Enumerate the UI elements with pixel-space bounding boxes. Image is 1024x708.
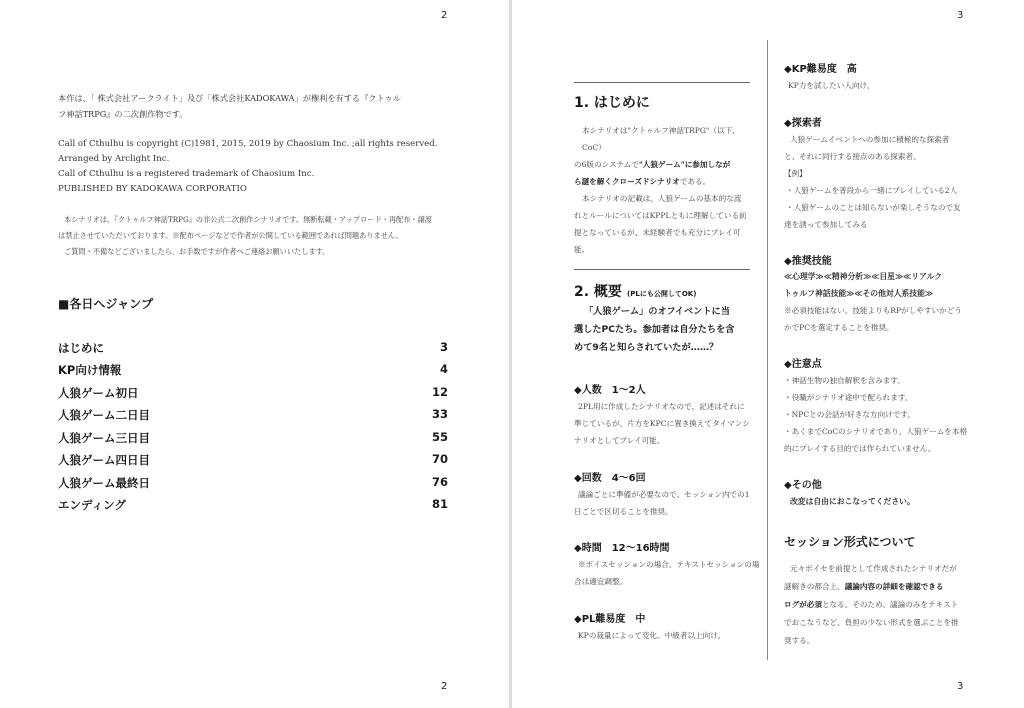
toc-link-day3[interactable] [58, 430, 448, 450]
text-line: 準じているが、片方をKPCに置き換えてタイマンシ [574, 419, 750, 428]
pl-level-text [574, 627, 764, 644]
copyright-line: Call of Cthulhu is copyright (C)1981, 2015, 2019 by Chaosium Inc. ;all rights reserved. [58, 139, 438, 149]
kaisu-title: ◆回数 4〜6回 [574, 473, 646, 484]
toc-link-final-day[interactable] [58, 475, 448, 495]
text-span: となる。そのため、議論のみをテキスト [821, 600, 959, 609]
text-line: ≪心理学≫≪精神分析≫≪目星≫≪リアルク [784, 272, 943, 281]
text-span: である。 [679, 177, 711, 186]
emphasis: ら謎を解くクローズドシナリオ [574, 177, 680, 186]
text-line: ※ボイスセッションの場合。テキストセッションの場 [578, 560, 760, 569]
toc-label: 人狼ゲーム四日目 [58, 453, 150, 467]
toc-label: エンディング [58, 498, 126, 512]
toc-heading: ■各日へジャンプ [58, 297, 154, 311]
toc-page: 55 [431, 430, 448, 444]
example-label: 【例】 [784, 169, 807, 178]
column-divider [767, 40, 768, 660]
caution-list [784, 372, 979, 457]
copyright-line: Call of Cthulhu is a registered trademark of Chaosium Inc. [58, 169, 315, 179]
emphasis: ログが必須 [784, 600, 822, 609]
section-title-hajimeni: 1. はじめに [574, 95, 650, 111]
text-line: KPの裁量によって変化。中級者以上向け。 [578, 631, 726, 640]
pl-level-title: ◆PL難易度 中 [574, 614, 646, 625]
toc-page: 4 [439, 362, 448, 376]
text-line: 奨する。 [784, 636, 815, 645]
kp-level-title: ◆KP難易度 高 [784, 64, 857, 75]
jikan-title: ◆時間 12〜16時間 [574, 543, 670, 554]
text-line: でおこなうなど、負担の少ない形式を選ぶことを推 [784, 618, 959, 627]
toc-label: KP向け情報 [58, 363, 122, 377]
toc-link-day1[interactable] [58, 385, 448, 405]
session-text [784, 560, 979, 650]
text-line: めて9名と知らされていたが……？ [574, 342, 719, 353]
toc-link-hajimeni[interactable] [58, 340, 448, 360]
intro-text [58, 90, 478, 122]
gaiyo-note: (PLにも公開してOK) [627, 290, 697, 298]
text-line: 人狼ゲームイベントへの参加に積極的な探索者 [790, 135, 950, 144]
toc-page: 33 [431, 407, 448, 421]
toc-page: 70 [431, 452, 448, 466]
section-title-gaiyo: 2. 概要 [574, 284, 622, 300]
session-title: セッション形式について [784, 535, 916, 549]
text-line: 2PL用に作成したシナリオなので、記述はそれに [578, 402, 745, 411]
text-line: れとルールについてはKPPLともに理解している前 [574, 211, 747, 220]
toc-label: 人狼ゲーム初日 [58, 386, 139, 400]
skills-title: ◆推奨技能 [784, 256, 832, 267]
toc-page: 76 [431, 475, 448, 489]
section-rule [574, 269, 750, 270]
emphasis: "人狼ゲーム"に参加しなが [638, 160, 731, 169]
text-line: かでPCを選定することを推奨。 [784, 323, 894, 332]
ninzu-text [574, 398, 764, 449]
toc-link-day2[interactable] [58, 407, 448, 427]
text-line: 「人狼ゲーム」のオフイベントに当 [584, 306, 730, 317]
example-item: 達を誘って参加してみる [784, 220, 868, 229]
text-line: ナリオとしてプレイ可能。 [574, 436, 665, 445]
section-rule [574, 82, 750, 83]
copyright-block [58, 137, 498, 197]
left-page [0, 0, 509, 708]
toc-link-day4[interactable] [58, 452, 448, 472]
copyright-line: Arranged by Arclight Inc. [58, 154, 170, 164]
caution-item: ・神話生物の独自解釈を含みます。 [784, 376, 905, 385]
toc-page: 3 [439, 340, 448, 354]
notice-block [58, 212, 498, 260]
toc-page: 81 [431, 497, 448, 511]
example-item: ・人狼ゲームを普段から一緒にプレイしている2人 [786, 186, 958, 195]
jikan-text [574, 556, 764, 590]
caution-item: ・あくまでCoCのシナリオであり、人狼ゲームを本格 [784, 427, 968, 436]
text-line: KP力を試したい人向け。 [788, 81, 875, 90]
toc-label: 人狼ゲーム二日目 [58, 408, 150, 422]
tansakusha-text [784, 131, 979, 233]
toc-link-kp-info[interactable] [58, 362, 448, 382]
text-line: 元々ボイセを前提として作成されたシナリオだが [790, 564, 957, 573]
skills-note [784, 302, 979, 336]
toc-link-ending[interactable] [58, 497, 448, 517]
page-number-bottom: 2 [441, 681, 448, 692]
text-line: と、それに同行する接点のある探索者。 [784, 152, 921, 161]
page-number-bottom: 3 [957, 681, 964, 692]
intro-line: 本作は、「 株式会社アークライト」及び「株式会社KADOKAWA」が権利を有する『クトゥル [58, 93, 401, 103]
text-line: 本シナリオの記載は、人狼ゲームの基本的な流 [582, 194, 742, 203]
kp-level-text [784, 77, 974, 94]
caution-item: ・役職がシナリオ途中で配られます。 [784, 393, 913, 402]
gaiyo-lead [574, 303, 764, 357]
copyright-line: PUBLISHED BY KADOKAWA CORPORATIO [58, 184, 247, 194]
ninzu-title: ◆人数 1〜2人 [574, 385, 646, 396]
text-span: の6版のシステムで [574, 160, 639, 169]
emphasis: 議論内容の詳細を確認できる [844, 582, 944, 591]
caution-title: ◆注意点 [784, 359, 822, 370]
notice-line: は禁止させていただいております。※配布ページなどで作者が公開している範囲であれば問題ありません。 [58, 231, 403, 240]
text-line: 提となっているが、未経験者でも充分にプレイ可 [574, 228, 741, 237]
toc-label: 人狼ゲーム最終日 [58, 476, 150, 490]
other-text: 改変は自由におこなってください。 [790, 497, 915, 506]
section-title-gaiyo-wrap [574, 281, 696, 301]
page-number-top: 3 [957, 10, 964, 21]
tansakusha-title: ◆探索者 [784, 118, 822, 129]
text-line: ※必須技能はない。技能よりもRPがしやすいかどう [784, 306, 962, 315]
text-line: 合は適宜調整。 [574, 577, 628, 586]
toc-label: 人狼ゲーム三日目 [58, 431, 150, 445]
text-line: 議論ごとに準備が必要なので、セッション内での1 [578, 490, 750, 499]
notice-line: ご質問・不備などございましたら、お手数ですが作者へご連絡お願いいたします。 [64, 247, 330, 256]
toc-label: はじめに [58, 341, 104, 355]
text-line: トゥルフ神話技能≫≪その他対人系技能≫ [784, 289, 934, 298]
caution-item: 的にプレイする目的では作られていません。 [784, 444, 936, 453]
intro-line: フ神話TRPG』の二次創作物です。 [58, 109, 188, 119]
kaisu-text [574, 486, 764, 520]
hajimeni-text [574, 122, 759, 258]
page-number-top: 2 [441, 10, 448, 21]
text-span: 謎解きの都合上、 [784, 582, 845, 591]
notice-line: 本シナリオは、『クトゥルフ神話TRPG』の非公式二次創作シナリオです。無断転載・アップロード・再配布・譲渡 [64, 215, 432, 224]
other-title: ◆その他 [784, 480, 822, 491]
toc-page: 12 [431, 385, 448, 399]
right-page [512, 0, 1024, 708]
text-line: 能。 [574, 245, 590, 254]
caution-item: ・NPCとの会話が好きな方向けです。 [784, 410, 915, 419]
text-line: 本シナリオは"クトゥルフ神話TRPG"（以下、CoC） [582, 126, 740, 152]
skills-list [784, 268, 979, 302]
text-line: 選したPCたち。参加者は自分たちを含 [574, 324, 735, 335]
example-item: ・人狼ゲームのことは知らないが楽しそうなので友 [786, 203, 961, 212]
text-line: 日ごとで区切ることを推奨。 [574, 507, 673, 516]
